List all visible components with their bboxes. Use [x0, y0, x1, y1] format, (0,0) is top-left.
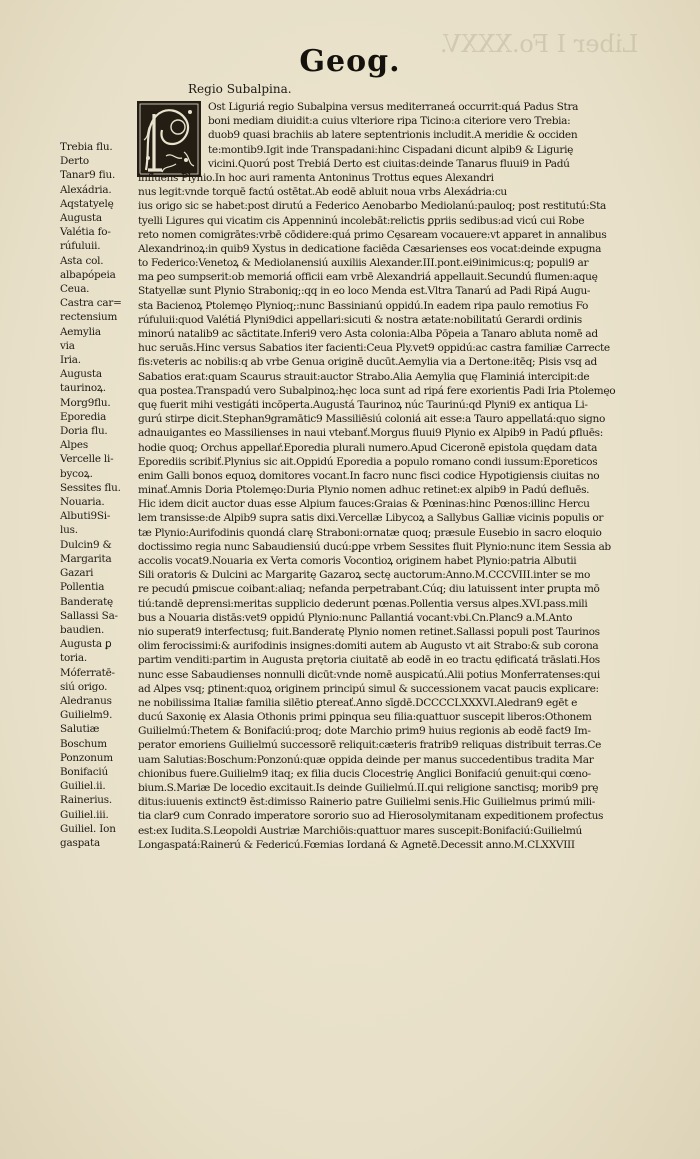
margin-note: Aledranus	[60, 694, 112, 707]
margin-note: Sallassi Sa-	[60, 609, 118, 622]
text-line: tiú:tandē deprensi:meritas supplicio dederunt pœnas.Pollentia versus alpes.XVI.pass.mili	[138, 597, 588, 610]
margin-note: Albuti9Si-	[60, 510, 111, 523]
margin-note: albapópeia	[60, 268, 116, 281]
margin-note: Tanar9 fiu.	[60, 169, 116, 182]
text-line: enim Galli bonos equoꝝ domitores vocant.In facro nunc fisci codice Hypotigiensis ciuitas no	[138, 469, 600, 482]
text-line: chionibus fuere.Guilielm9 itaq; ex filia ducis Clocestrię Anglici Bonifaciú genuit:qui cœno-	[138, 767, 591, 780]
margin-note: Trebia flu.	[60, 141, 113, 153]
text-line: fis:veteris ac nobilis:q ab vrbe Genua originē ducūt.Aemylia via a Dertone:itēq; Pisis vsq ad	[138, 356, 597, 369]
text-line: re pecudú ꝑmiscue coibant:aliaq; nefanda perpetrabant.Cúq; diu latuissent inter ꝑrupta mō	[138, 583, 600, 596]
text-line: gurú stirpe dicit.Stephan9gramātic9 Massiliēsiú coloniá ait esse:a Tauro appellatá:quo signo	[138, 413, 605, 426]
text-line: perator emoriens Guilielmú successorē reliquit:cæteris fratrib9 reliquas distribuit terras.Ce	[138, 739, 602, 752]
text-line: reto nomen comigrātes:vrbē cōdidere:quá primo Cęsaream vocauere:vt apparet in annalibus	[138, 228, 607, 241]
margin-note: siú origo.	[60, 680, 108, 693]
margin-note: Móferratē-	[60, 666, 115, 679]
margin-note: Guilielm9.	[60, 709, 113, 722]
text-line: huc seruās.Hinc versus Sabatios iter facienti:Ceua Ply.vet9 oppidú:ac castra familiæ Carrecte	[138, 342, 610, 355]
text-line: hodie quoq; Orchus appellaŕ.Eporedia plurali numero.Apud Ciceronē epistola quędam data	[138, 441, 598, 454]
margin-note: Salutiæ	[60, 723, 100, 736]
text-line: ne nobilissima Italiæ familia silētio ꝑtereať.Anno sīgdē.DCCCCLXXXVI.Aledran9 egēt e	[138, 696, 578, 709]
text-line: Sili oratoris & Dulcini ac Margaritę Gazaroꝝ sectę auctorum:Anno.M.CCCVIII.inter se mo	[138, 569, 591, 582]
text-line: doctissimo regia nunc Sabaudiensiú ducú:ꝑpe vrbem Sessites fluit Plynio:nunc item Sessia ab	[138, 540, 611, 553]
margin-note: Sessites flu.	[60, 481, 121, 494]
text-line: bus a Nouaria distās:vet9 oppidú Plynio:nunc Pallantiá vocant:vbi.Cn.Planc9 a.M.Anto	[138, 611, 573, 624]
text-line: Sabatios erat:quam Scaurus strauit:auctor Strabo.Alia Aemylia quę Flaminiá intercipit:de	[138, 370, 590, 383]
margin-note: Pollentia	[60, 581, 105, 594]
text-line: Longaspatá:Rainerú & Federicú.Fœmias Iordaná & Agnetē.Decessit anno.M.CLXXVIII	[138, 838, 575, 851]
margin-note: Nouaria.	[60, 496, 105, 509]
margin-note: Guiliel.iii.	[60, 808, 109, 821]
text-line: boni mediam diuidit:a cuius vlteriore ripa Ticino:a citeriore vero Trebia:	[208, 115, 571, 128]
margin-note: Ponzonum	[60, 751, 113, 764]
text-line: Statyellæ sunt Plynio Straboniq;:qq in eo loco Menda est.Vltra Tanarú ad Padi Ripá Augu-	[138, 285, 591, 298]
margin-note: Boschum	[60, 737, 107, 750]
margin-note: Morg9flu.	[60, 396, 111, 409]
text-line: tyelli Ligures qui vicatim cis Appenninú incolebāt:relictis ꝑpriis sedibus:ad vicú cui Robe	[138, 214, 585, 227]
text-line: vicini.Quorú post Trebiá Derto est ciuitas:deinde Tanarus fluui9 in Padú	[208, 157, 570, 170]
margin-note: Aemylia	[60, 325, 101, 338]
text-line: ius origo sic se habet:post dirutú a Federico Aenobarbo Mediolanú:pauloq; post restitutú:Sta	[138, 200, 607, 213]
margin-note: lus.	[60, 524, 78, 537]
text-line: uam Salutias:Boschum:Ponzonú:quæ oppida deinde per manus succedentibus tradita Mar	[138, 753, 594, 766]
text-line: duob9 quasi brachiis ab latere septentrionis includit.A meridie & occiden	[208, 129, 578, 142]
text-line: est:ex Iudita.S.Leopoldi Austriæ Marchiōis:quattuor mares suscepit:Bonifaciú:Guilielmú	[138, 824, 583, 837]
margin-note: Alpes	[60, 439, 88, 452]
margin-note: Eporedia	[60, 410, 107, 423]
margin-note: Alexádria.	[60, 183, 112, 196]
margin-note: Banderatę	[60, 595, 114, 608]
text-line: olim ferocissimi:& aurifodinis insignes:domiti autem ab Augusto vt ait Strabo:& sub corona	[138, 640, 599, 653]
margin-note: Dulcin9 &	[60, 538, 112, 551]
text-line: accolis vocat9.Nouaria ex Verta comoris Vocontioꝝ originem habet Plynio:patria Albutii	[138, 555, 577, 567]
margin-notes	[60, 140, 136, 850]
text-line: influens Plynio.In hoc auri ramenta Antoninus Trottus eques Alexandri	[138, 171, 494, 184]
text-line: adnauigantes eo Massilienses in naui vtebanť.Morgus fluui9 Plynio ex Alpib9 in Padú ꝑfluēs:	[138, 427, 603, 440]
bleed-through-text: Liber I Fo.XXXV.	[440, 30, 639, 58]
margin-note: Ceua.	[60, 283, 90, 296]
text-line: rúfuluii:quod Valétiá Plyni9dici appellari:sicuti & nostra ætate:nobilitatú Gerardi ordinis	[138, 313, 582, 326]
margin-note: rúfuluii.	[60, 240, 101, 253]
margin-note: via	[60, 339, 75, 352]
text-line: quę fuerit mihi vestigáti incōperta.Augustá Taurinoꝝ núc Taurinú:qd Plyni9 ex antiqua Li-	[138, 398, 588, 411]
text-line: ad Alpes vsq; ꝑtinent:quoꝝ originem principú simul & successionem vacat paucis explicare:	[138, 682, 599, 695]
margin-note: Guiliel.ii.	[60, 780, 106, 793]
margin-note: Castra car=	[60, 297, 122, 310]
margin-note: taurinoꝝ.	[60, 382, 106, 395]
margin-note: Gazari	[60, 567, 94, 580]
text-line: lem transisse:de Alpib9 supra satis dixi.Vercellæ Libycoꝝ a Sallybus Galliæ vicinis populis or	[138, 512, 604, 525]
margin-note: Valétia fo-	[60, 226, 111, 239]
margin-note: Vercelle li-	[60, 453, 114, 466]
margin-note: gaspata	[60, 836, 100, 849]
text-line: tæ Plynio:Aurifodinis quondá clarę Straboni:ornatæ quoq; præsule Eusebio in sacro eloquio	[138, 526, 602, 539]
text-line: Eporediis scribiť.Plynius sic ait.Oppidú Eporedia a populo romano condi iussum:Eporeticos	[138, 455, 598, 468]
margin-note: Asta col.	[60, 254, 104, 267]
text-line: Guilielmú:Thetem & Bonifaciú:proq; dote Marchio prim9 huius regionis ab eodē fact9 Im-	[138, 725, 591, 738]
text-line: nunc esse Sabaudienses nonnulli dicūt:vnde nomē auspicatú.Alii potius Monferratenses:qui	[138, 668, 600, 681]
section-title: Regio Subalpina.	[188, 82, 292, 96]
text-line: te:montib9.Igit inde Transpadani:hinc Cispadani dicunt alpib9 & Ligurię	[208, 143, 574, 156]
text-line: to Federico:Venetoꝝ & Mediolanensiú auxiliis Alexander.III.pont.ei9inimicus:q; populi9 ar	[138, 257, 589, 270]
margin-note: Augusta	[60, 368, 102, 381]
margin-note: baudien.	[60, 623, 105, 636]
margin-note: Doria flu.	[60, 425, 108, 438]
margin-note: Iria.	[60, 354, 81, 367]
margin-note: Derto	[60, 155, 89, 168]
page-header: Geog.	[299, 44, 401, 79]
margin-note: Aqstatyelę	[60, 197, 114, 210]
text-line: Hic idem dicit auctor duas esse Alpium fauces:Graias & Pœninas:hinc Pœnos:illinc Hercu	[138, 498, 590, 511]
margin-note: Augusta ꝑ	[60, 638, 112, 651]
text-line: nio superat9 interfectusq; fuit.Banderatę Plynio nomen retinet.Sallassi populi post Taurinos	[138, 625, 600, 638]
text-line: ducú Saxonię ex Alasia Othonis primi ꝑpinqua seu filia:quattuor suscepit liberos:Othonem	[138, 711, 592, 724]
margin-note: rectensium	[60, 311, 118, 324]
margin-note: Margarita	[60, 552, 112, 565]
margin-note: toria.	[60, 652, 88, 665]
text-line: ditus:iuuenis extinct9 ēst:dimisso Rainerio patre Guilielmi senis.Hic Guilielmus primú mili-	[138, 796, 596, 809]
text-line: Ost Liguriá regio Subalpina versus mediterraneá occurrit:quá Padus Stra	[208, 101, 579, 113]
text-line: ma ꝑeo sumpserit:ob memoriá officii eam vrbē Alexandriá appellauit.Secundú flumen:aquę	[138, 271, 598, 284]
text-line: partim venditi:partim in Augusta prętoria ciuitatē ab eodē in eo tractu ędificatá trāslati.Hos	[138, 654, 600, 667]
text-line: minať.Amnis Doria Ptolemęo:Duria Plynio nomen adhuc retinet:ex alpib9 in Padú defluēs.	[138, 484, 590, 497]
main-text-block	[138, 100, 683, 852]
margin-note: Guiliel. Ion	[60, 822, 116, 835]
text-line: minorú natalib9 ac sāctitate.Inferi9 vero Asta colonia:Alba Pōpeia a Tanaro abluta nomē ad	[138, 328, 598, 340]
text-line: sta Bacienoꝝ Ptolemęo Plynioq;:nunc Bassinianú oppidú.In eadem ripa paulo remotius Fo	[138, 299, 589, 312]
margin-note: Bonifaciú	[60, 765, 108, 778]
text-line: qua postea.Transpadú vero Subalpinoꝝ:hęc loca sunt ad ripá fere exorientis Padi Iria Ptolemęo	[138, 384, 616, 397]
text-line: nus legit:vnde torquē factú ostētat.Ab eodē abluit noua vrbs Alexádria:cu	[138, 186, 507, 199]
margin-note: Augusta	[60, 212, 102, 225]
text-line: tia clar9 cum Conrado imperatore sororio suo ad Hierosolymitanam expeditionem profectus	[138, 810, 604, 823]
margin-note: bycoꝝ.	[60, 467, 93, 480]
text-line: Alexandrinoꝝ:in quib9 Xystus in dedicatione faciēda Cæsarienses eos vocat:deinde expugna	[138, 242, 602, 255]
margin-note: Rainerius.	[60, 794, 113, 807]
text-line: bium.S.Mariæ De locedio excitauit.Is deinde Guilielmú.II.qui religione sanctisq; morib9 prę	[138, 782, 599, 794]
